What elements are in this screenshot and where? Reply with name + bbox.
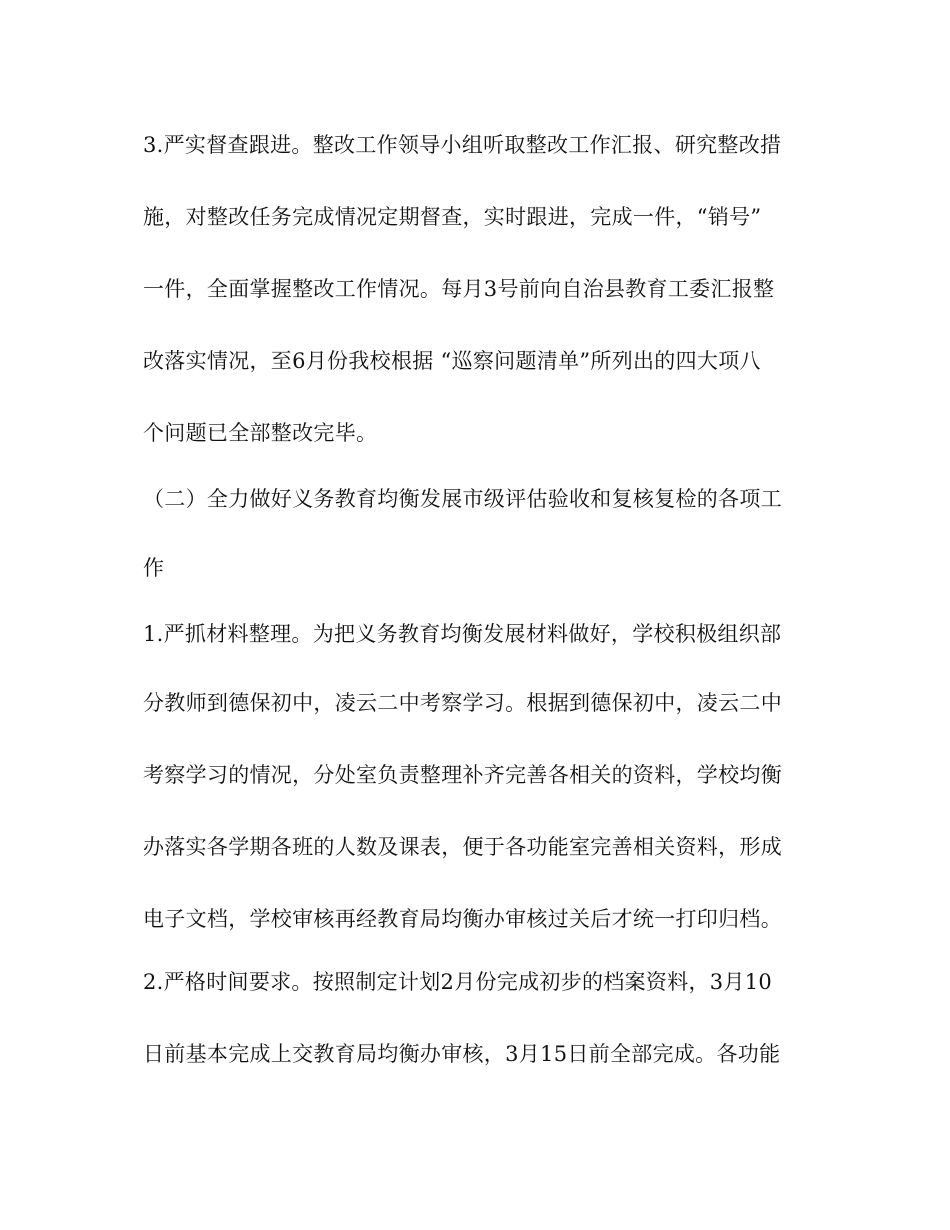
paragraph-line: 电子文档，学校审核再经教育局均衡办审核过关后才统一打印归档。: [143, 907, 782, 931]
paragraph-line: 施，对整改任务完成情况定期督查，实时跟进，完成一件，“销号”: [143, 205, 762, 229]
section-heading-continuation: 作: [143, 556, 165, 580]
paragraph-line: 2.严格时间要求。按照制定计划2月份完成初步的档案资料，3月10: [143, 970, 773, 994]
paragraph-line: 个问题已全部整改完毕。: [143, 421, 378, 445]
section-heading: （二）全力做好义务教育均衡发展市级评估验收和复核复检的各项工: [143, 487, 782, 511]
paragraph-line: 分教师到德保初中，凌云二中考察学习。根据到德保初中，凌云二中: [143, 691, 782, 715]
paragraph-line: 3.严实督查跟进。整改工作领导小组听取整改工作汇报、研究整改措: [143, 133, 782, 157]
paragraph-line: 办落实各学期各班的人数及课表，便于各功能室完善相关资料，形成: [143, 835, 782, 859]
paragraph-line: 考察学习的情况，分处室负责整理补齐完善各相关的资料，学校均衡: [143, 763, 782, 787]
paragraph-line: 1.严抓材料整理。为把义务教育均衡发展材料做好，学校积极组织部: [143, 622, 782, 646]
paragraph-line: 改落实情况，至6月份我校根据 “巡察问题清单”所列出的四大项八: [143, 349, 761, 373]
paragraph-line: 一件，全面掌握整改工作情况。每月3号前向自治县教育工委汇报整: [143, 277, 775, 301]
paragraph-line: 日前基本完成上交教育局均衡办审核，3月15日前全部完成。各功能: [143, 1042, 781, 1066]
